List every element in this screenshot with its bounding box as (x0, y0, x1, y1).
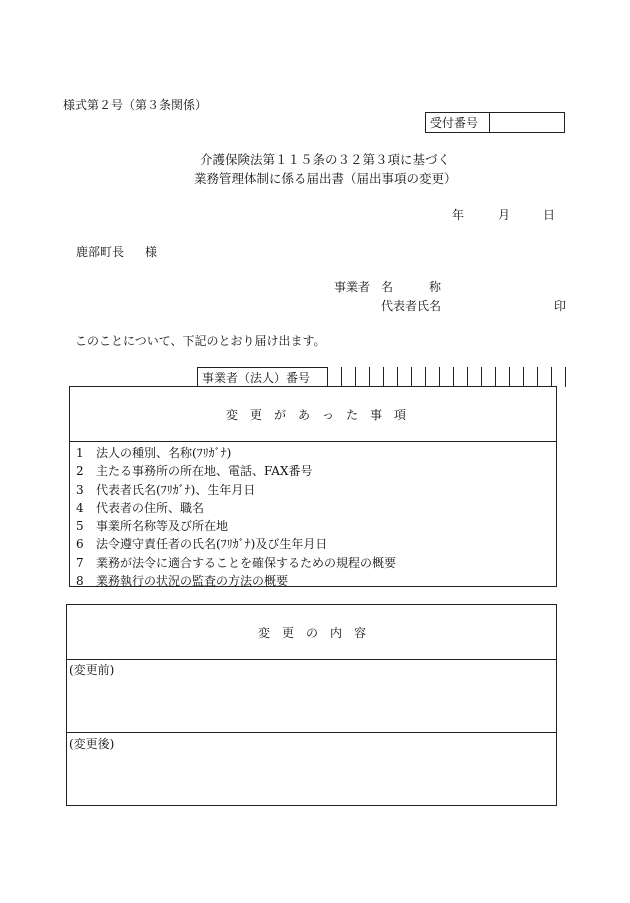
changed-item (76, 499, 396, 517)
applicant-rep-label: 代表者氏名 (381, 299, 442, 313)
changed-item-text: 代表者氏名(ﾌﾘｶﾞﾅ)、生年月日 (96, 482, 256, 497)
reception-number-label: 受付番号 (430, 116, 479, 130)
business-number-digit-cell[interactable] (398, 367, 412, 387)
business-number-digit-cell[interactable] (510, 367, 524, 387)
business-number-digit-cell[interactable] (552, 367, 566, 387)
business-number-digit-cell[interactable] (426, 367, 440, 387)
addressee-name: 鹿部町長 (76, 245, 125, 259)
changed-item (76, 462, 396, 480)
changed-item-text: 事業所名称等及び所在地 (96, 519, 229, 534)
business-number-digit-cell[interactable] (454, 367, 468, 387)
changed-item-number: 6 (76, 537, 84, 552)
changed-item-number: 5 (76, 519, 84, 534)
business-number-digit-cell[interactable] (524, 367, 538, 387)
changed-items-heading: 変 更 が あ っ た 事 項 (226, 408, 407, 422)
form-title-line2: 業務管理体制に係る届出書（届出事項の変更） (194, 171, 457, 186)
business-number-digit-cell[interactable] (370, 367, 384, 387)
changed-item (76, 444, 396, 462)
form-number: 様式第２号（第３条関係） (63, 98, 208, 112)
applicant-business-label: 事業者 (334, 280, 371, 294)
reception-number-divider (489, 113, 490, 132)
business-number-digit-cell[interactable] (342, 367, 356, 387)
business-number-digit-cell[interactable] (538, 367, 552, 387)
changed-item-number: 1 (76, 446, 84, 460)
change-content-heading: 変 更 の 内 容 (258, 626, 367, 640)
change-content-divider-mid (66, 732, 557, 733)
changed-item-number: 7 (76, 555, 84, 570)
business-number-digit-cell[interactable] (440, 367, 454, 387)
change-content-divider-top (66, 659, 557, 660)
changed-item (76, 572, 396, 590)
business-number-digit-cell[interactable] (482, 367, 496, 387)
changed-item-text: 業務執行の状況の監査の方法の概要 (96, 574, 289, 589)
changed-item (76, 517, 396, 535)
date-day-label: 日 (543, 208, 556, 222)
intro-text: このことについて、下記のとおり届け出ます。 (75, 334, 326, 348)
changed-item (76, 481, 396, 499)
changed-item-text: 法人の種別、名称(ﾌﾘｶﾞﾅ) (96, 446, 232, 460)
business-number-digit-cell[interactable] (356, 367, 370, 387)
business-number-grid (327, 367, 566, 387)
changed-item-number: 4 (76, 500, 84, 515)
business-number-digit-cell[interactable] (412, 367, 426, 387)
changed-item-number: 2 (76, 464, 84, 479)
changed-item-text: 代表者の住所、職名 (96, 500, 205, 515)
changed-item-text: 主たる事務所の所在地、電話、FAX番号 (96, 464, 313, 479)
change-after-label: (変更後) (69, 737, 115, 751)
changed-items-divider (69, 441, 557, 442)
date-year-label: 年 (452, 208, 465, 222)
form-title-line1: 介護保険法第１１５条の３２第３項に基づく (200, 152, 451, 167)
business-number-digit-cell[interactable] (496, 367, 510, 387)
reception-number-field[interactable] (492, 114, 562, 131)
changed-item (76, 535, 396, 553)
change-after-field[interactable] (69, 754, 553, 802)
change-before-label: (変更前) (69, 663, 115, 677)
reception-number-box (425, 112, 565, 133)
changed-items-list (76, 444, 396, 590)
changed-item-number: 3 (76, 482, 84, 497)
changed-item-text: 法令遵守責任者の氏名(ﾌﾘｶﾞﾅ)及び生年月日 (96, 537, 328, 552)
seal-mark: 印 (554, 299, 567, 313)
business-number-label: 事業者（法人）番号 (202, 371, 311, 385)
change-before-field[interactable] (69, 680, 553, 730)
business-number-digit-cell[interactable] (328, 367, 342, 387)
applicant-name-label: 名 称 (381, 280, 442, 294)
addressee-honorific: 様 (145, 245, 158, 259)
date-month-label: 月 (498, 208, 511, 222)
changed-item-text: 業務が法令に適合することを確保するための規程の概要 (96, 555, 397, 570)
changed-item-number: 8 (76, 574, 84, 589)
changed-item (76, 554, 396, 572)
business-number-digit-cell[interactable] (384, 367, 398, 387)
business-number-label-cell (197, 367, 328, 387)
business-number-digit-cell[interactable] (468, 367, 482, 387)
